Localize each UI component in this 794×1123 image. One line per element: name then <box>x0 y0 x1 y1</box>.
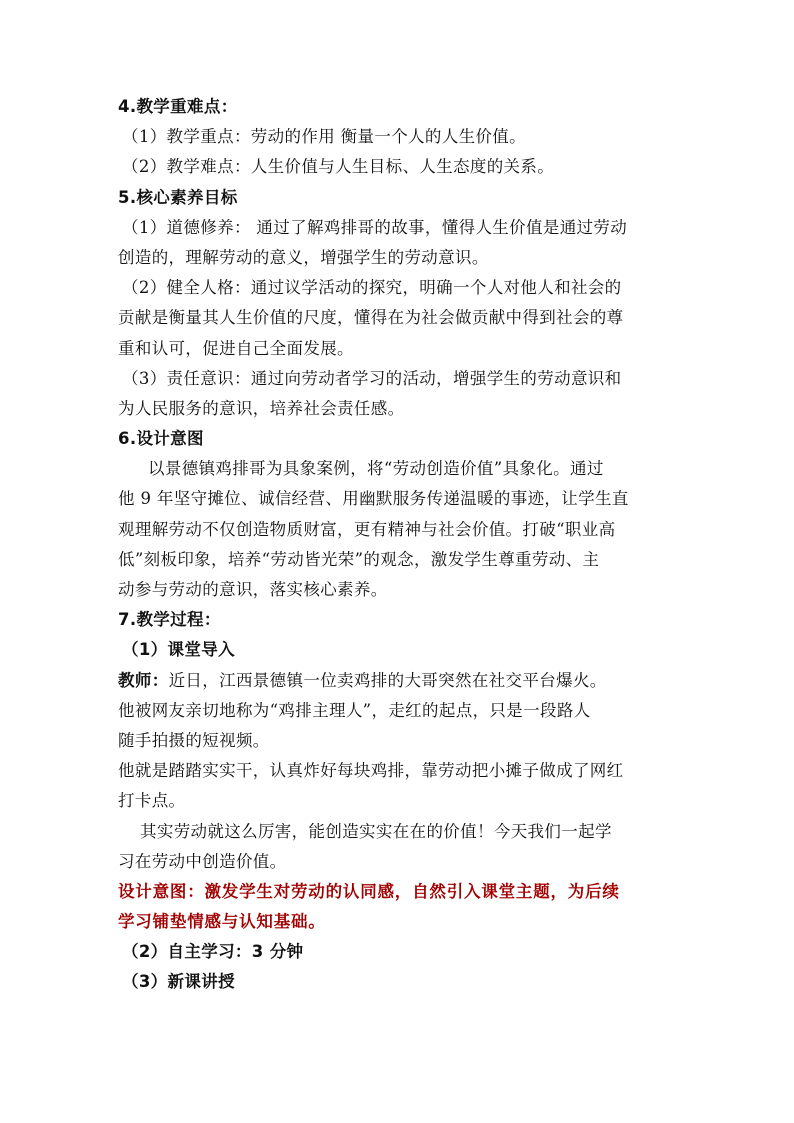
section-7-sub-1: （1）课堂导入 <box>122 640 235 660</box>
section-5-line-6: （3）责任意识：通过向劳动者学习的活动，增强学生的劳动意识和 <box>122 368 622 388</box>
section-5-line-7: 为人民服务的意识，培养社会责任感。 <box>118 398 405 418</box>
section-5-line-4: 贡献是衡量其人生价值的尺度，懂得在为社会做贡献中得到社会的尊 <box>118 308 624 328</box>
section-6-heading: 6.设计意图 <box>118 429 204 449</box>
teacher-line-7: 习在劳动中创造价值。 <box>118 851 287 871</box>
section-6-line-4: 低”刻板印象，培养“劳动皆光荣”的观念，激发学生尊重劳动、主 <box>118 549 600 569</box>
teacher-text-1: 近日，江西景德镇一位卖鸡排的大哥突然在社交平台爆火。 <box>168 670 607 690</box>
section-5-line-2: 创造的，理解劳动的意义，增强学生的劳动意识。 <box>118 247 489 267</box>
teacher-line-2: 他被网友亲切地称为“鸡排主理人”，走红的起点，只是一段路人 <box>118 700 591 720</box>
teacher-line-6: 其实劳动就这么厉害，能创造实实在在的价值！今天我们一起学 <box>140 821 612 841</box>
design-intent-line-1: 设计意图：激发学生对劳动的认同感，自然引入课堂主题，为后续 <box>118 881 620 901</box>
teacher-line-1 <box>118 666 698 696</box>
section-4-item-2: （2）教学难点：人生价值与人生目标、人生态度的关系。 <box>122 157 555 177</box>
document-page <box>118 92 698 998</box>
teacher-line-5: 打卡点。 <box>118 791 186 811</box>
section-6-line-3: 观理解劳动不仅创造物质财富，更有精神与社会价值。打破“职业高 <box>118 519 616 539</box>
section-6-line-1: 以景德镇鸡排哥为具象案例，将“劳动创造价值”具象化。通过 <box>148 459 604 479</box>
section-7-sub-2: （2）自主学习：3 分钟 <box>122 942 304 962</box>
teacher-label: 教师： <box>118 670 169 690</box>
section-7-sub-3: （3）新课讲授 <box>122 972 235 992</box>
section-5-line-3: （2）健全人格：通过议学活动的探究，明确一个人对他人和社会的 <box>122 278 622 298</box>
section-4-heading: 4.教学重难点： <box>118 97 238 116</box>
teacher-line-3: 随手拍摄的短视频。 <box>118 730 270 750</box>
section-6-line-5: 动参与劳动的意识，落实核心素养。 <box>118 580 388 599</box>
section-5-line-5: 重和认可，促进自己全面发展。 <box>118 338 354 358</box>
section-7-heading: 7.教学过程： <box>118 610 221 630</box>
teacher-line-4: 他就是踏踏实实干，认真炸好每块鸡排，靠劳动把小摊子做成了网红 <box>118 761 624 781</box>
section-5-heading: 5.核心素养目标 <box>118 187 238 207</box>
section-6-line-2: 他 9 年坚守摊位、诚信经营、用幽默服务传递温暖的事迹，让学生直 <box>118 489 629 509</box>
section-5-line-1: （1）道德修养： 通过了解鸡排哥的故事，懂得人生价值是通过劳动 <box>122 217 628 237</box>
section-4-item-1: （1）教学重点：劳动的作用 衡量一个人的人生价值。 <box>122 127 526 147</box>
design-intent-line-2: 学习铺垫情感与认知基础。 <box>118 912 326 932</box>
